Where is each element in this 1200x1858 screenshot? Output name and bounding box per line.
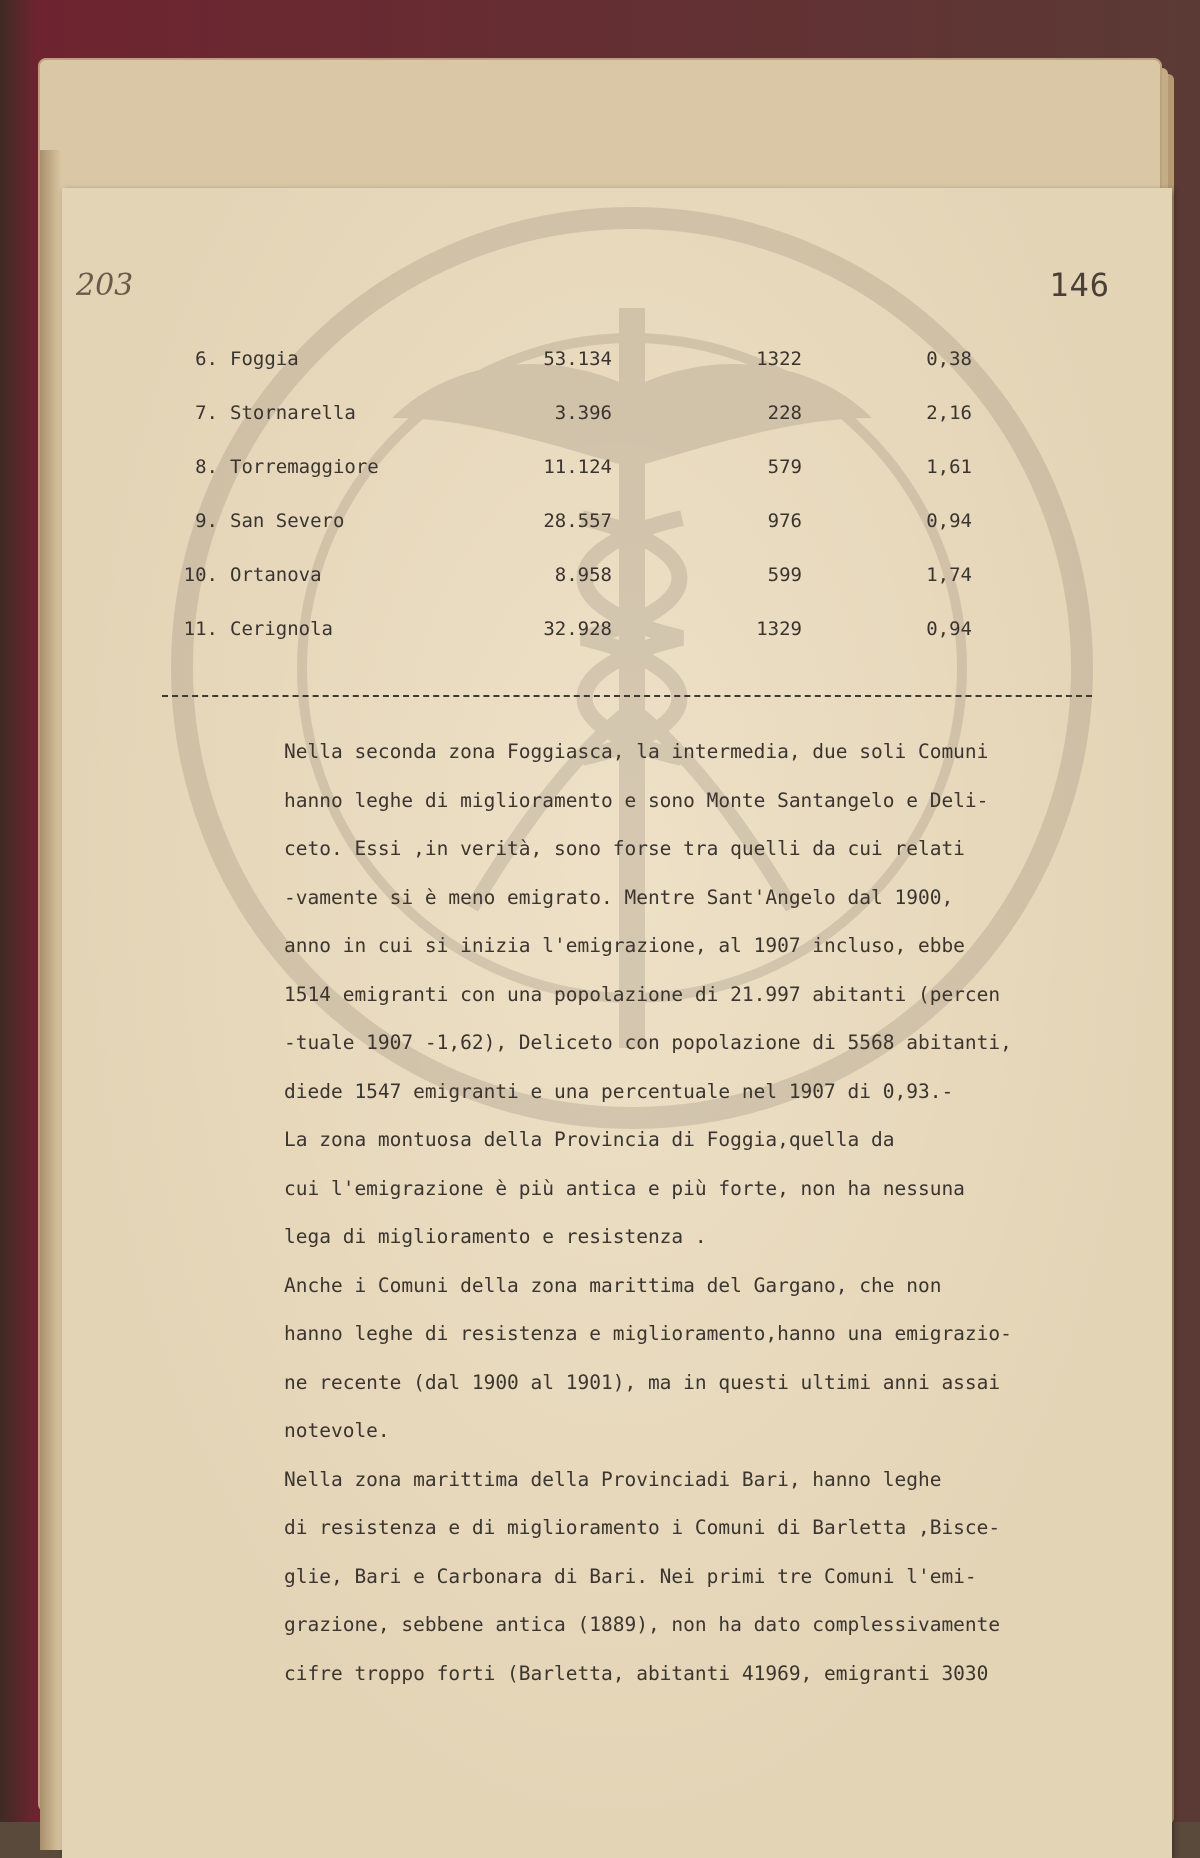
population-value: 8.958	[554, 564, 612, 586]
table-row	[172, 618, 1032, 672]
row-number: 10.	[183, 564, 218, 586]
body-text	[212, 728, 1082, 1698]
margin-note: 203	[76, 268, 134, 303]
population-value: 28.557	[543, 510, 612, 532]
commune-name: San Severo	[230, 510, 345, 532]
commune-name: Stornarella	[230, 402, 356, 424]
text-line: 1514 emigranti con una popolazione di 21.997 abitanti (percen	[284, 982, 1001, 1006]
emigrants-value: 599	[767, 564, 802, 586]
text-line: glie, Bari e Carbonara di Bari. Nei primi tre Comuni l'emi-	[284, 1564, 977, 1588]
table-row	[172, 510, 1032, 564]
paragraph	[212, 1116, 1082, 1262]
left-page-edge	[40, 150, 62, 1850]
document-page	[62, 188, 1172, 1858]
emigrants-value: 228	[767, 402, 802, 424]
text-line: ne recente (dal 1900 al 1901), ma in questi ultimi anni assai	[284, 1370, 1001, 1394]
text-line: grazione, sebbene antica (1889), non ha dato complessivamente	[284, 1613, 1001, 1636]
table-row	[172, 564, 1032, 618]
text-line: hanno leghe di resistenza e miglioramento,hanno una emigrazio-	[284, 1322, 1012, 1345]
commune-name: Cerignola	[230, 618, 333, 640]
percent-value: 0,38	[926, 348, 972, 370]
percent-value: 2,16	[926, 402, 972, 424]
population-value: 3.396	[554, 402, 612, 424]
text-line: Anche i Comuni della zona marittima del Gargano, che non	[284, 1273, 942, 1297]
paragraph	[212, 1262, 1082, 1456]
population-value: 32.928	[543, 618, 612, 640]
row-number: 6.	[195, 348, 218, 370]
text-line: La zona montuosa della Provincia di Foggia,quella da	[284, 1128, 895, 1151]
row-number: 7.	[195, 402, 218, 424]
text-line: hanno leghe di miglioramento e sono Monte Santangelo e Deli-	[284, 788, 989, 812]
dashed-separator	[162, 695, 1092, 697]
emigrants-value: 579	[767, 456, 802, 478]
percent-value: 1,74	[926, 564, 972, 586]
emigrants-value: 1322	[756, 348, 802, 370]
text-line: di resistenza e di miglioramento i Comuni di Barletta ,Bisce-	[284, 1516, 1001, 1539]
paragraph	[212, 728, 1082, 1116]
table-row	[172, 348, 1032, 402]
page-number: 146	[1049, 266, 1110, 304]
percent-value: 1,61	[926, 456, 972, 478]
text-line: Nella zona marittima della Provinciadi Bari, hanno leghe	[284, 1467, 942, 1491]
text-line: cifre troppo forti (Barletta, abitanti 41969, emigranti 3030	[284, 1661, 989, 1685]
percent-value: 0,94	[926, 618, 972, 640]
row-number: 8.	[195, 456, 218, 478]
text-line: notevole.	[284, 1419, 390, 1442]
paragraph	[212, 1456, 1082, 1699]
text-line: lega di miglioramento e resistenza .	[284, 1225, 707, 1248]
text-line: ceto. Essi ,in verità, sono forse tra quelli da cui relati	[284, 837, 965, 860]
emigrants-value: 1329	[756, 618, 802, 640]
text-line: anno in cui si inizia l'emigrazione, al 1907 incluso, ebbe	[284, 934, 965, 957]
population-value: 11.124	[543, 456, 612, 478]
emigration-table	[172, 348, 1032, 672]
text-line: Nella seconda zona Foggiasca, la intermedia, due soli Comuni	[284, 740, 989, 763]
percent-value: 0,94	[926, 510, 972, 532]
commune-name: Foggia	[230, 348, 299, 370]
emigrants-value: 976	[767, 510, 802, 532]
text-line: -tuale 1907 -1,62), Deliceto con popolazione di 5568 abitanti,	[284, 1031, 1012, 1054]
text-line: -vamente si è meno emigrato. Mentre Sant'Angelo dal 1900,	[284, 885, 954, 909]
commune-name: Torremaggiore	[230, 456, 379, 478]
population-value: 53.134	[543, 348, 612, 370]
table-row	[172, 402, 1032, 456]
row-number: 9.	[195, 510, 218, 532]
commune-name: Ortanova	[230, 564, 322, 586]
page-stack	[40, 60, 1160, 1810]
row-number: 11.	[183, 618, 218, 640]
table-row	[172, 456, 1032, 510]
text-line: cui l'emigrazione è più antica e più forte, non ha nessuna	[284, 1176, 965, 1200]
text-line: diede 1547 emigranti e una percentuale nel 1907 di 0,93.-	[284, 1079, 954, 1103]
